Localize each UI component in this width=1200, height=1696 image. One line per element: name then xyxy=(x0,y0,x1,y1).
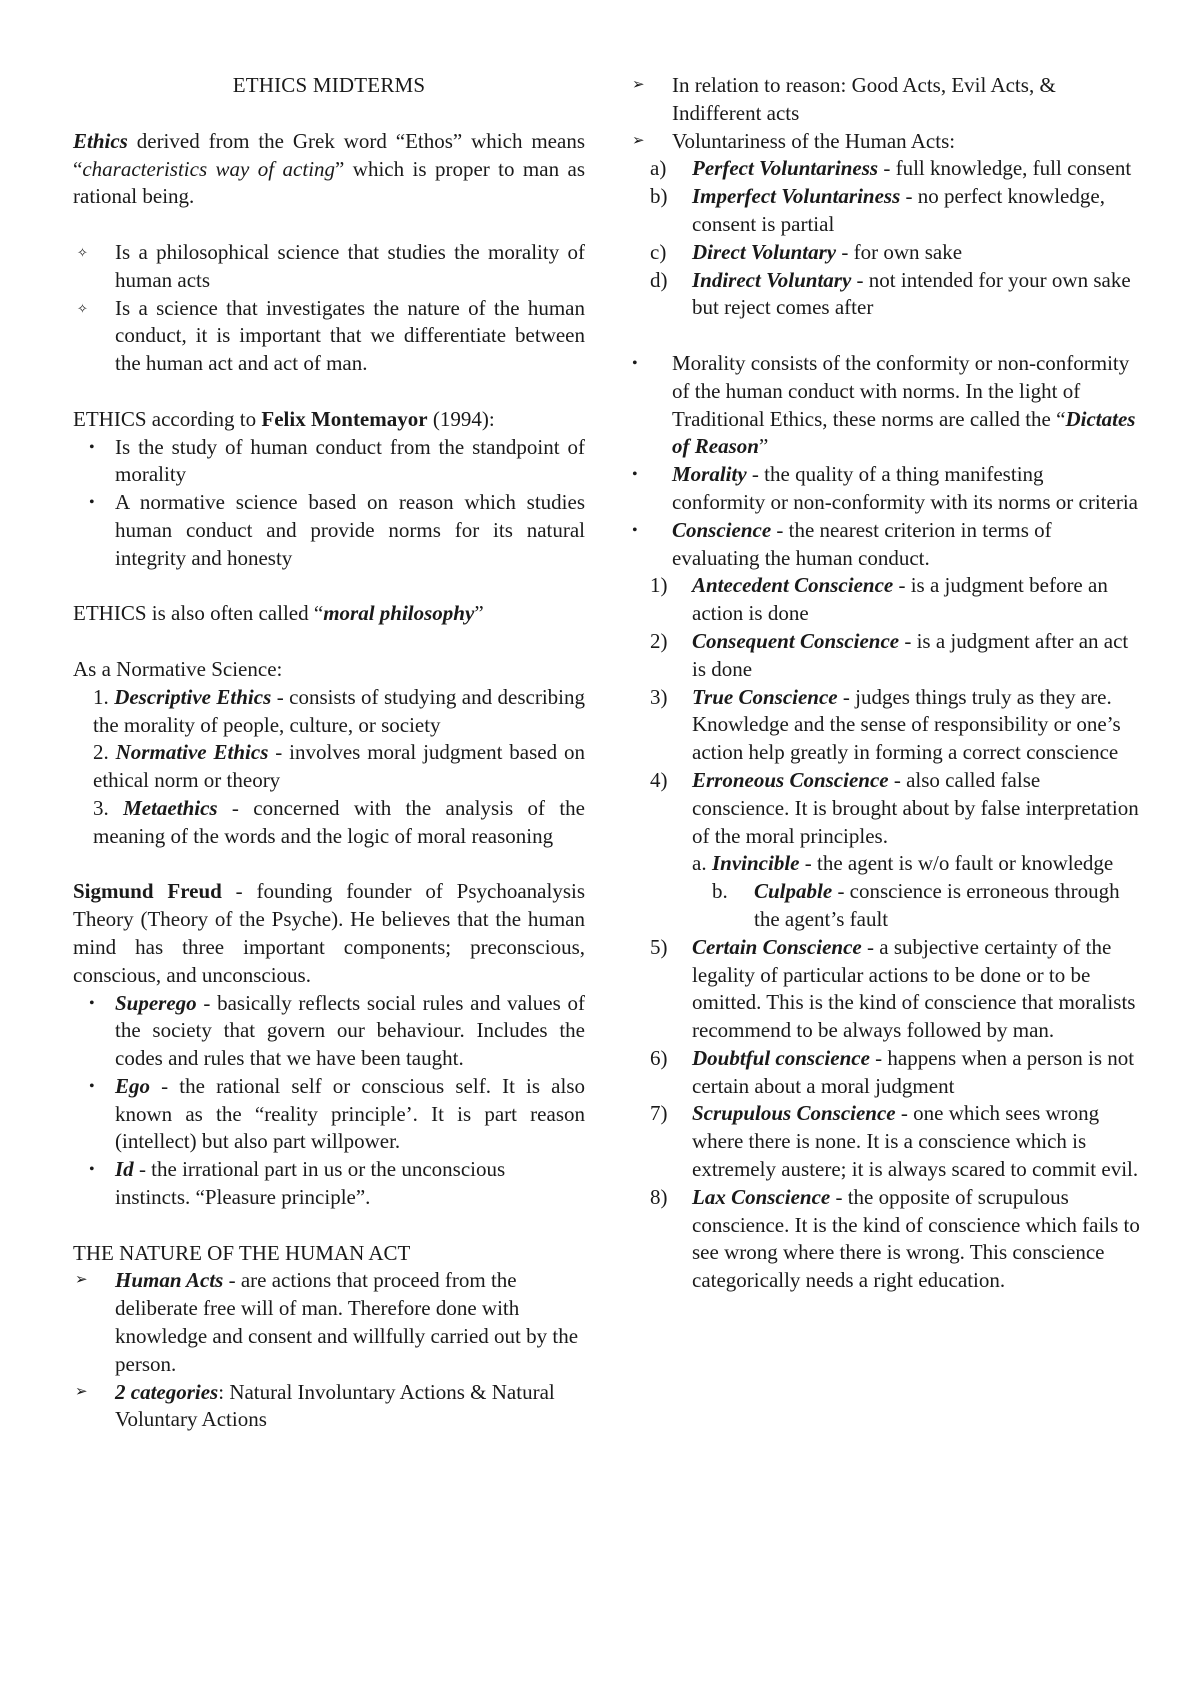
bullet-icon: • xyxy=(89,1161,95,1179)
bullet-icon: • xyxy=(89,994,95,1012)
bullet-icon: • xyxy=(632,354,638,372)
list-item: ➢ Human Acts - are actions that proceed from the deliberate free will of man. Therefore done with knowledge and consent and willfully carried out by the person. xyxy=(75,1268,579,1376)
conscience-item: 2) Consequent Conscience - is a judgment after an act is done xyxy=(650,628,1129,681)
list-item: ➢ In relation to reason: Good Acts, Evil Acts, & Indifferent acts xyxy=(632,73,1056,125)
voluntariness-item: a) Perfect Voluntariness - full knowledge, full consent xyxy=(650,156,1132,181)
voluntariness-item: b) Imperfect Voluntariness - no perfect knowledge, consent is partial xyxy=(650,184,1105,236)
list-item: • A normative science based on reason which studies human conduct and provide norms for its natural integrity and honesty xyxy=(73,489,585,572)
moral-philosophy-line: ETHICS is also often called “moral philosophy” xyxy=(73,601,484,626)
montemayor-heading: ETHICS according to Felix Montemayor (1994): xyxy=(73,406,495,431)
voluntariness-item: d) Indirect Voluntary - not intended for your own sake but reject comes after xyxy=(650,267,1131,320)
intro-paragraph: Ethics derived from the Grek word “Ethos” which means “characteristics way of acting” which is proper to man as rational being. xyxy=(73,128,585,209)
bullet-icon: • xyxy=(89,1077,95,1095)
normative-item: 3. Metaethics - concerned with the analysis of the meaning of the words and the logic of moral reasoning xyxy=(93,795,585,848)
diamond-bullet-icon: ✧ xyxy=(77,244,88,260)
voluntariness-item: c) Direct Voluntary - for own sake xyxy=(650,239,963,264)
page-title: ETHICS MIDTERMS xyxy=(232,73,426,97)
list-item: • Id - the irrational part in us or the unconscious instincts. “Pleasure principle”. xyxy=(73,1156,585,1212)
list-item: • Superego - basically reflects social rules and values of the society that govern our behaviour. Includes the codes and rules that we have been taught. xyxy=(73,990,585,1073)
conscience-item: 8) Lax Conscience - the opposite of scrupulous conscience. It is the kind of conscience which fails to see wrong where there is wrong. This conscience categorically needs a right education. xyxy=(650,1184,1140,1293)
conscience-item: 3) True Conscience - judges things truly as they are. Knowledge and the sense of responsibility or one’s action help greatly in forming a correct conscience xyxy=(650,684,1121,765)
conscience-item: 1) Antecedent Conscience - is a judgment before an action is done xyxy=(650,573,1108,626)
arrow-bullet-icon: ➢ xyxy=(632,132,645,149)
list-item: ✧ Is a philosophical science that studies the morality of human acts xyxy=(73,239,585,295)
list-item: ✧ Is a science that investigates the nature of the human conduct, it is important that we differentiate between the human act and act of man. xyxy=(73,295,585,378)
freud-paragraph: Sigmund Freud - founding founder of Psychoanalysis Theory (Theory of the Psyche). He believes that the human mind has three important components; preconscious, conscious, and unconscious. xyxy=(73,879,585,987)
conscience-item: 7) Scrupulous Conscience - one which sees wrong where there is none. It is a conscience which is extremely austere; it is always scared to commit evil. xyxy=(650,1101,1139,1182)
left-column xyxy=(73,72,585,1434)
conscience-item: 6) Doubtful conscience - happens when a person is not certain about a moral judgment xyxy=(650,1045,1135,1098)
erroneous-sub-item: b. Culpable - conscience is erroneous through the agent’s fault xyxy=(712,879,1120,931)
human-act-heading: THE NATURE OF THE HUMAN ACT xyxy=(73,1240,411,1265)
list-item: ➢ Voluntariness of the Human Acts: xyxy=(630,128,1142,156)
right-column xyxy=(630,72,1142,1295)
conscience-item: 5) Certain Conscience - a subjective certainty of the legality of particular actions to be done or to be omitted. This is the kind of conscience that moralists recommend to be always followed by man. xyxy=(650,934,1136,1043)
list-item: • Morality - the quality of a thing manifesting conformity or non-conformity with its norms or criteria xyxy=(632,462,1138,514)
list-item: • Conscience - the nearest criterion in terms of evaluating the human conduct. xyxy=(632,517,1052,570)
diamond-bullet-icon: ✧ xyxy=(77,300,88,316)
arrow-bullet-icon: ➢ xyxy=(75,1383,88,1400)
bullet-icon: • xyxy=(89,494,95,512)
list-item: ➢ 2 categories: Natural Involuntary Actions & Natural Voluntary Actions xyxy=(75,1379,555,1432)
normative-heading: As a Normative Science: xyxy=(73,656,283,681)
bullet-icon: • xyxy=(632,466,638,484)
bullet-icon: • xyxy=(632,521,638,539)
list-item: • Ego - the rational self or conscious self. It is also known as the “reality principle’. It is part reason (intellect) but also part willpower. xyxy=(73,1073,585,1156)
list-item: • Is the study of human conduct from the standpoint of morality xyxy=(73,434,585,490)
normative-item: 2. Normative Ethics - involves moral judgment based on ethical norm or theory xyxy=(93,740,585,793)
arrow-bullet-icon: ➢ xyxy=(632,77,645,93)
erroneous-sub-item: a. Invincible - the agent is w/o fault or knowledge xyxy=(692,851,1114,876)
conscience-item: 4) Erroneous Conscience - also called false conscience. It is brought about by false interpretation of the moral principles. xyxy=(650,767,1139,848)
list-item: • Morality consists of the conformity or non-conformity of the human conduct with norms. In the light of Traditional Ethics, these norms are called the “Dictates of Reason” xyxy=(632,350,1136,459)
bullet-icon: • xyxy=(89,438,95,456)
arrow-bullet-icon: ➢ xyxy=(75,1272,88,1289)
normative-item: 1. Descriptive Ethics - consists of studying and describing the morality of people, culture, or society xyxy=(93,684,585,737)
